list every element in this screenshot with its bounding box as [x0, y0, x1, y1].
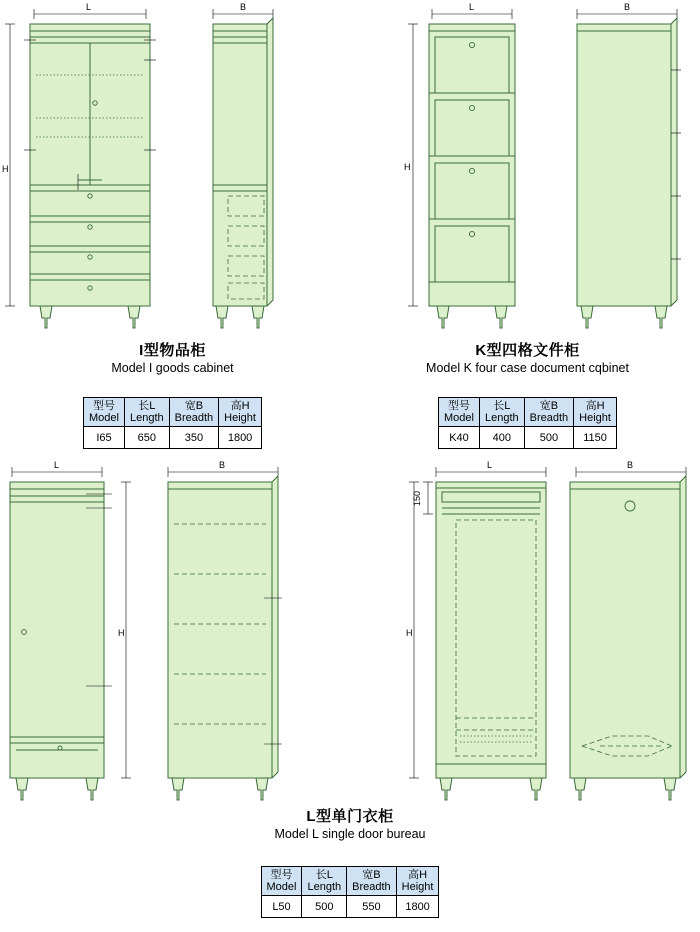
- cabinet-side-l-left: [168, 476, 282, 800]
- cell-height: 1800: [396, 896, 439, 918]
- cabinet-side-open-l: [570, 476, 686, 800]
- cell-model: I65: [84, 427, 125, 449]
- dim-height-i: [2, 24, 15, 306]
- cell-breadth: 550: [347, 896, 397, 918]
- model-l-title-en: Model L single door bureau: [274, 826, 426, 841]
- header-breadth: 宽B Breadth: [347, 867, 397, 896]
- model-k-spec-table: [438, 397, 617, 449]
- model-k-spec-table-wrap: [355, 397, 700, 449]
- model-k-title-cn: K型四格文件柜: [475, 342, 580, 359]
- cell-length: 650: [124, 427, 169, 449]
- header-height: 高H Height: [574, 398, 617, 427]
- dim-label-L: L: [54, 460, 60, 470]
- model-k-drawing: [355, 0, 700, 345]
- dim-breadth-l-left: [168, 460, 278, 477]
- dim-label-H: H: [406, 628, 413, 638]
- header-breadth: 宽B Breadth: [169, 398, 219, 427]
- dim-height-l-left: [118, 482, 131, 778]
- cell-length: 500: [302, 896, 347, 918]
- cell-breadth: 350: [169, 427, 219, 449]
- dim-length-l-left: [12, 460, 102, 477]
- dim-label-B: B: [627, 460, 634, 470]
- model-k-title-en: Model K four case document cqbinet: [426, 360, 629, 375]
- dim-label-150: 150: [412, 490, 422, 506]
- dim-label-H: H: [2, 164, 9, 174]
- dim-label-B: B: [240, 2, 247, 12]
- table-row: [261, 896, 439, 918]
- table-header-row: [439, 398, 617, 427]
- cell-height: 1800: [219, 427, 262, 449]
- cabinet-front-l-left: [10, 482, 112, 800]
- cell-breadth: 500: [524, 427, 574, 449]
- header-model: 型号 Model: [261, 867, 302, 896]
- dim-shelf-150: [412, 482, 433, 514]
- table-row: [84, 427, 262, 449]
- model-l-spec-table: [261, 866, 440, 918]
- dim-length-l-right: [436, 460, 546, 477]
- model-l-drawing: [0, 458, 700, 818]
- dim-label-L: L: [86, 2, 92, 12]
- model-l-spec-table-wrap: [0, 866, 700, 918]
- figure-model-k: [355, 0, 700, 375]
- cabinet-side-k: [577, 18, 681, 328]
- model-i-title-cn: I型物品柜: [139, 342, 206, 359]
- cabinet-front-k: [429, 24, 515, 328]
- header-model: 型号 Model: [84, 398, 125, 427]
- table-row: [439, 427, 617, 449]
- header-height: 高H Height: [396, 867, 439, 896]
- dim-label-H: H: [118, 628, 125, 638]
- header-breadth: 宽B Breadth: [524, 398, 574, 427]
- cabinet-side-i: [213, 18, 273, 328]
- dim-breadth-l-right: [576, 460, 686, 477]
- model-l-caption: [0, 808, 700, 842]
- dim-length-k: [432, 2, 512, 19]
- dim-breadth-i: [213, 2, 273, 19]
- header-height: 高H Height: [219, 398, 262, 427]
- model-i-spec-table-wrap: [0, 397, 345, 449]
- dim-label-B: B: [624, 2, 631, 12]
- model-i-title-en: Model I goods cabinet: [111, 360, 234, 375]
- model-i-drawing: [0, 0, 345, 345]
- header-model: 型号 Model: [439, 398, 480, 427]
- cell-length: 400: [479, 427, 524, 449]
- cell-height: 1150: [574, 427, 617, 449]
- header-length: 长L Length: [479, 398, 524, 427]
- dim-label-L: L: [487, 460, 493, 470]
- table-header-row: [84, 398, 262, 427]
- dim-breadth-k: [577, 2, 677, 19]
- dim-height-k: [404, 24, 418, 306]
- table-header-row: [261, 867, 439, 896]
- header-length: 长L Length: [124, 398, 169, 427]
- dim-label-B: B: [219, 460, 226, 470]
- figure-model-l: [0, 458, 700, 841]
- header-length: 长L Length: [302, 867, 347, 896]
- model-l-title-cn: L型单门衣柜: [306, 808, 394, 825]
- dim-label-L: L: [469, 2, 475, 12]
- cabinet-front-i: [24, 24, 156, 328]
- dim-height-l-right: [406, 482, 419, 778]
- cell-model: K40: [439, 427, 480, 449]
- dim-label-H: H: [404, 162, 411, 172]
- model-i-caption: [0, 342, 345, 376]
- cell-model: L50: [261, 896, 302, 918]
- cabinet-front-open-l: [436, 482, 546, 800]
- model-k-caption: [355, 342, 700, 376]
- figure-model-i: [0, 0, 345, 375]
- model-i-spec-table: [83, 397, 262, 449]
- dim-length-i: [34, 2, 146, 19]
